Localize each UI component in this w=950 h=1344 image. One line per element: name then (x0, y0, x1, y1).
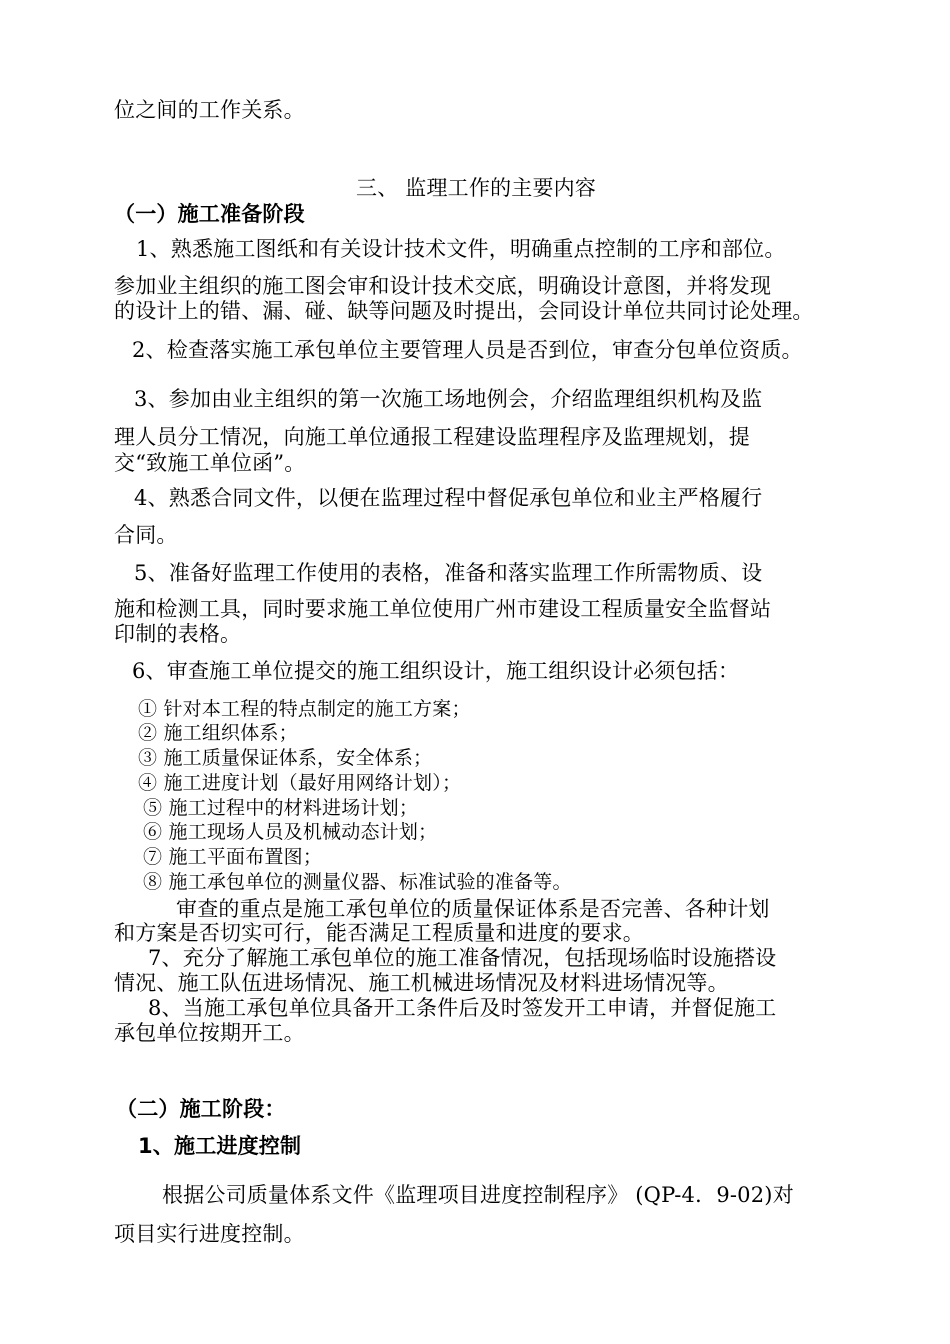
item-8-line-2: 承包单位按期开工。 (114, 1021, 305, 1045)
section-heading: 三、 监理工作的主要内容 (356, 176, 597, 200)
review-focus-line-2: 和方案是否切实可行，能否满足工程质量和进度的要求。 (114, 921, 644, 945)
list-item-8: ⑧ 施工承包单位的测量仪器、标准试验的准备等。 (143, 871, 572, 893)
item-3-line-1: 3、参加由业主组织的第一次施工场地例会，介绍监理组织机构及监 (134, 387, 763, 411)
list-item-4: ④ 施工进度计划（最好用网络计划）； (138, 772, 462, 794)
item-3-line-3: 交“致施工单位函”。 (114, 451, 306, 475)
item-4-line-1: 4、熟悉合同文件，以便在监理过程中督促承包单位和业主严格履行 (134, 486, 763, 510)
list-item-7: ⑦ 施工平面布置图； (143, 846, 323, 868)
item-6-line-1: 6、审查施工单位提交的施工组织设计，施工组织设计必须包括： (132, 659, 740, 683)
list-item-6: ⑥ 施工现场人员及机械动态计划； (143, 821, 438, 843)
subsection-heading-prep: （一）施工准备阶段 (114, 202, 305, 226)
item-5-line-1: 5、准备好监理工作使用的表格，准备和落实监理工作所需物质、设 (134, 561, 763, 585)
item-8-line-1: 8、当施工承包单位具备开工条件后及时签发开工申请，并督促施工 (148, 996, 777, 1020)
item-1-line-2: 参加业主组织的施工图会审和设计技术交底，明确设计意图，并将发现 (114, 274, 772, 298)
item-2-line-1: 2、检查落实施工承包单位主要管理人员是否到位，审查分包单位资质。 (132, 338, 803, 362)
item-1-line-1: 1、熟悉施工图纸和有关设计技术文件，明确重点控制的工序和部位。 (136, 237, 786, 261)
item-4-line-2: 合同。 (114, 523, 178, 547)
item-3-line-2: 理人员分工情况，向施工单位通报工程建设监理程序及监理规划，提 (114, 425, 750, 449)
item-1-line-3: 的设计上的错、漏、碰、缺等问题及时提出，会同设计单位共同讨论处理。 (114, 299, 814, 323)
item-7-line-1: 7、充分了解施工承包单位的施工准备情况，包括现场临时设施搭设 (148, 946, 777, 970)
item-7-line-2: 情况、施工队伍进场情况、施工机械进场情况及材料进场情况等。 (114, 971, 729, 995)
item-5-line-2: 施和检测工具，同时要求施工单位使用广州市建设工程质量安全监督站 (114, 597, 772, 621)
subsection-heading-construction: （二）施工阶段： (116, 1097, 286, 1121)
subsection-heading-progress-control: 1、施工进度控制 (138, 1134, 302, 1158)
progress-control-line-1: 根据公司质量体系文件《监理项目进度控制程序》 (QP-4．9-02)对 (162, 1183, 794, 1207)
list-item-2: ② 施工组织体系； (138, 722, 298, 744)
text-line-continuation: 位之间的工作关系。 (114, 98, 305, 122)
progress-control-line-2: 项目实行进度控制。 (114, 1222, 305, 1246)
list-item-1: ① 针对本工程的特点制定的施工方案； (138, 698, 471, 720)
list-item-5: ⑤ 施工过程中的材料进场计划； (143, 797, 419, 819)
review-focus-line-1: 审查的重点是施工承包单位的质量保证体系是否完善、各种计划 (176, 897, 770, 921)
list-item-3: ③ 施工质量保证体系，安全体系； (138, 747, 433, 769)
item-5-line-3: 印制的表格。 (114, 622, 242, 646)
